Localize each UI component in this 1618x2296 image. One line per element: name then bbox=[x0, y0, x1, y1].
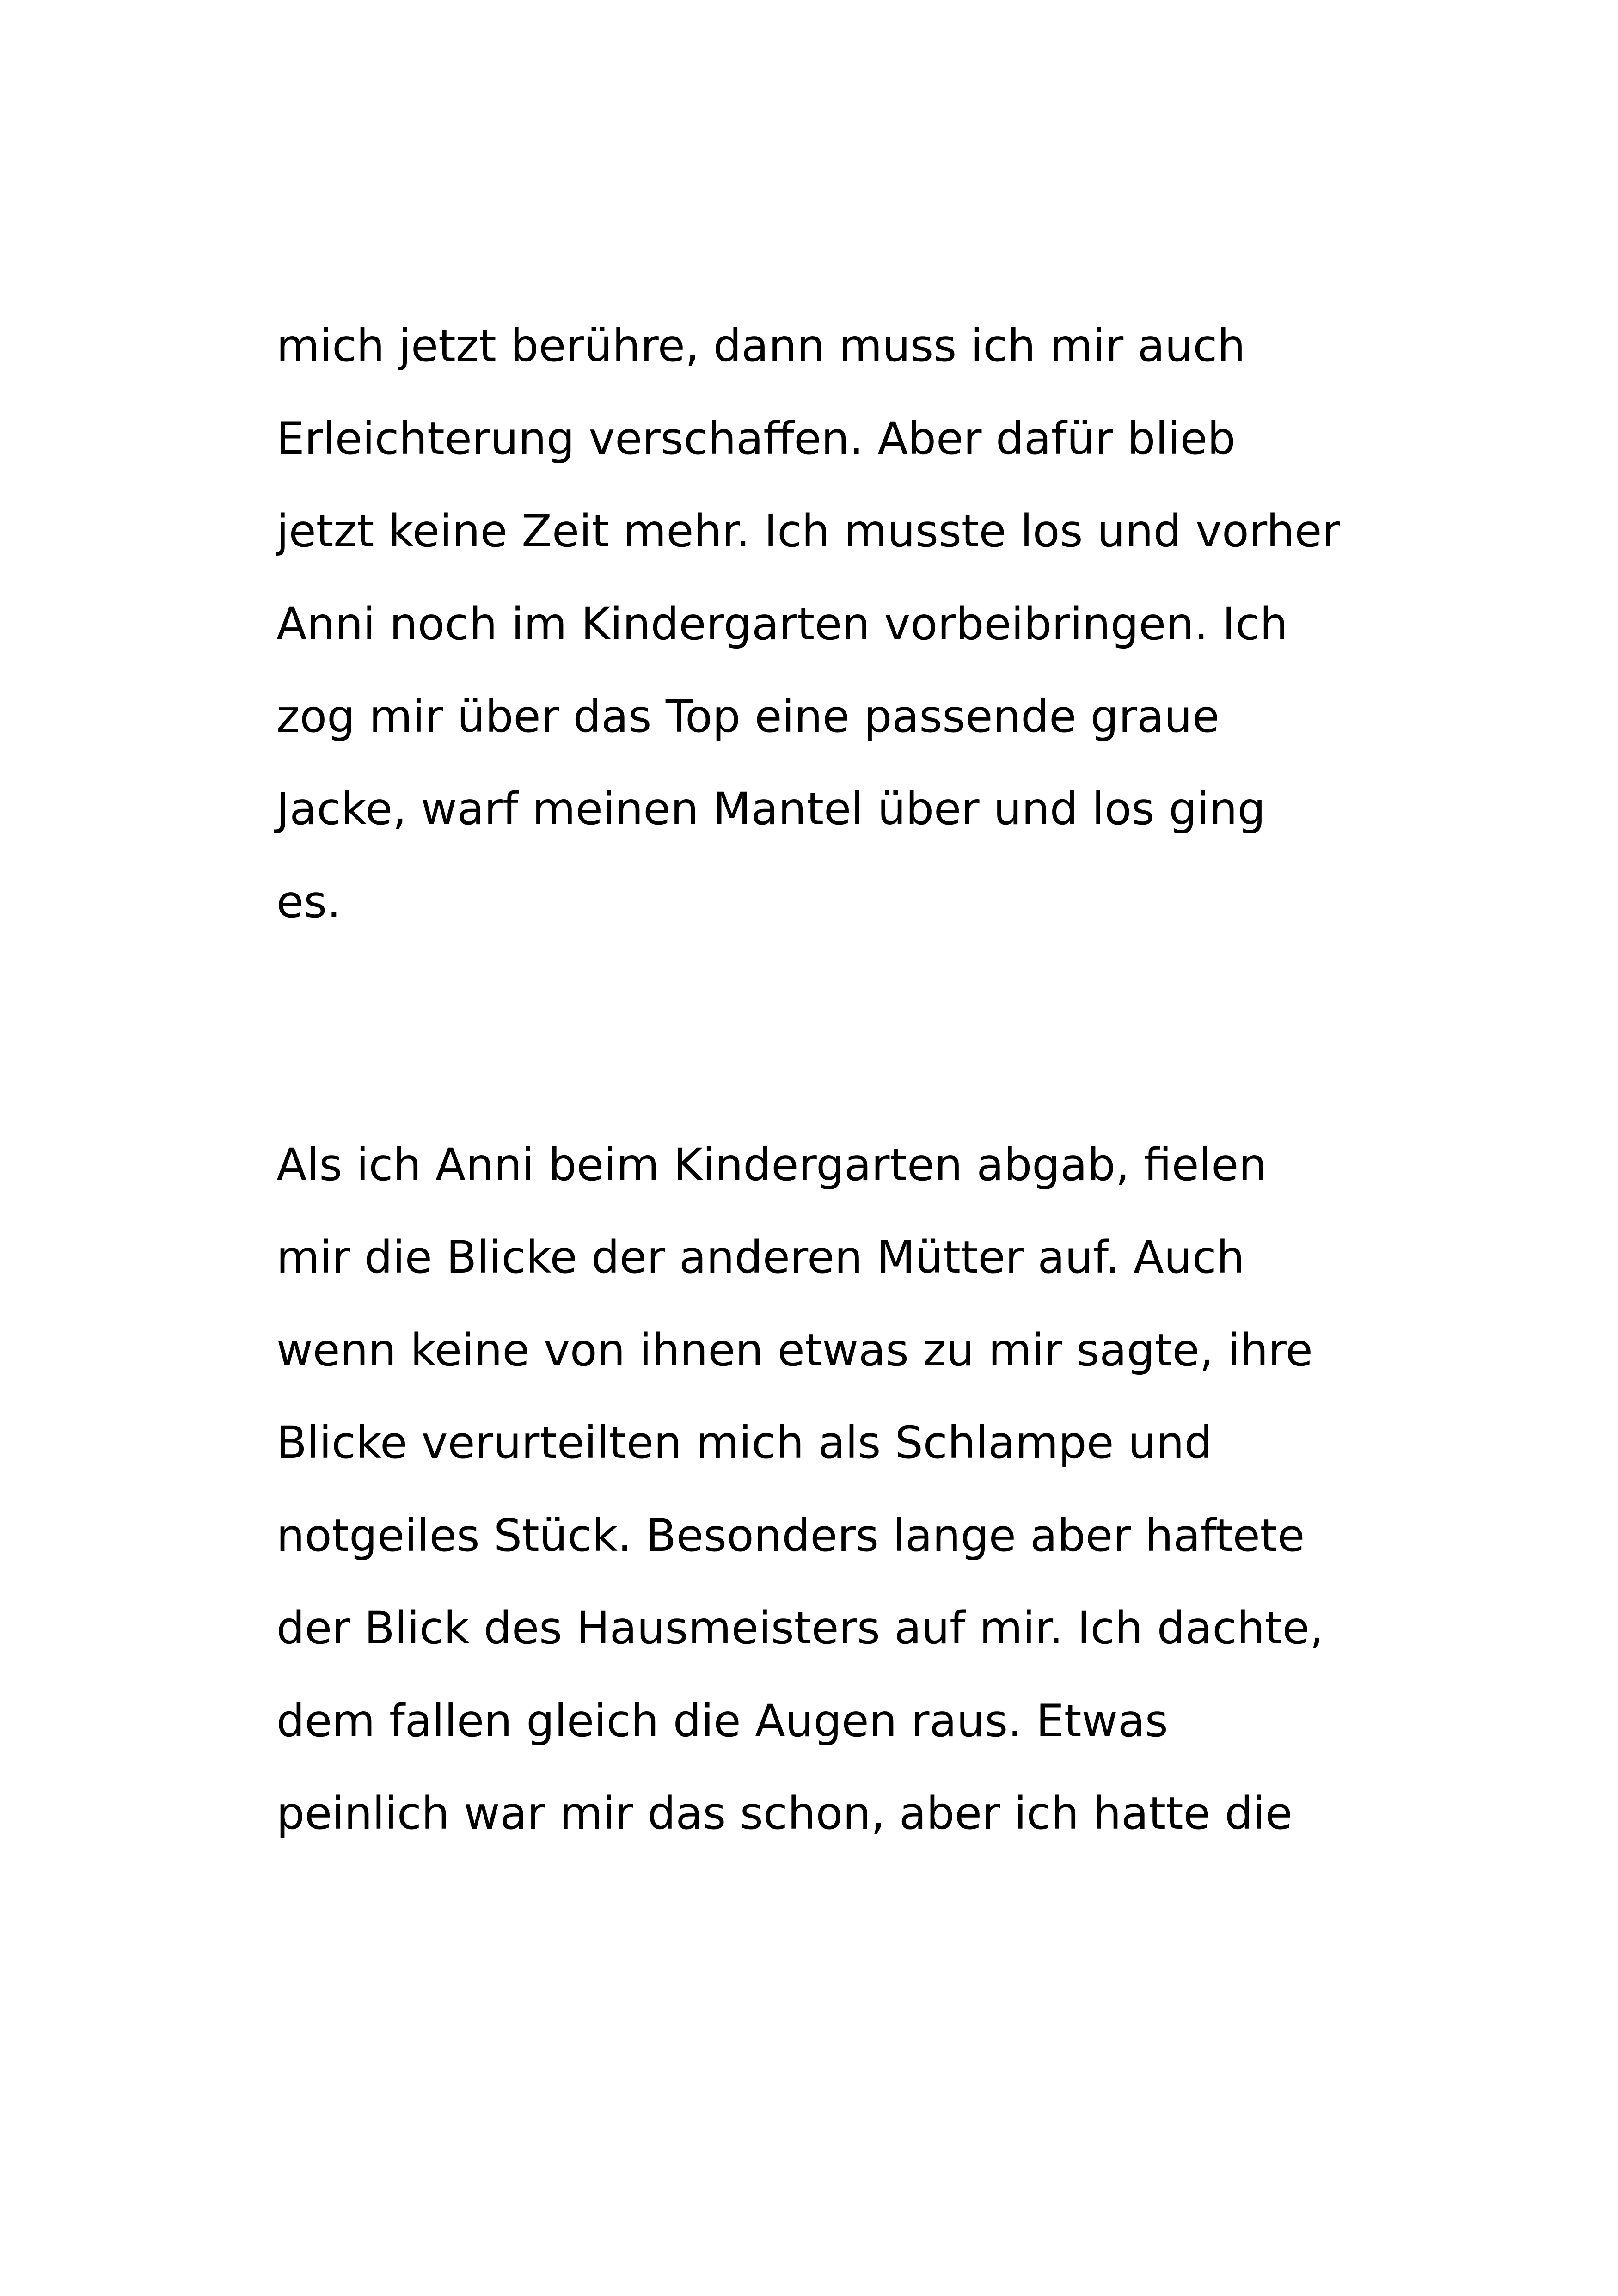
text-line: zog mir über das Top eine passende graue bbox=[276, 691, 1220, 742]
text-line: Als ich Anni beim Kindergarten abgab, fielen bbox=[276, 1139, 1267, 1191]
text-line: jetzt keine Zeit mehr. Ich musste los und vorher bbox=[276, 505, 1340, 557]
text-line: Jacke, warf meinen Mantel über und los ging bbox=[276, 783, 1266, 835]
text-line: notgeiles Stück. Besonders lange aber haftete bbox=[276, 1510, 1305, 1561]
text-line: Erleichterung verschaffen. Aber dafür blieb bbox=[276, 413, 1236, 465]
text-line: mich jetzt berühre, dann muss ich mir auch bbox=[276, 320, 1246, 372]
text-line: peinlich war mir das schon, aber ich hatte die bbox=[276, 1788, 1293, 1839]
text-line: dem fallen gleich die Augen raus. Etwas bbox=[276, 1695, 1168, 1747]
text-line: der Blick des Hausmeisters auf mir. Ich dachte, bbox=[276, 1602, 1324, 1654]
text-line: wenn keine von ihnen etwas zu mir sagte, ihre bbox=[276, 1324, 1313, 1376]
text-line: Anni noch im Kindergarten vorbeibringen. Ich bbox=[276, 598, 1288, 650]
text-line: Blicke verurteilten mich als Schlampe und bbox=[276, 1417, 1213, 1469]
text-line: mir die Blicke der anderen Mütter auf. Auch bbox=[276, 1231, 1245, 1283]
text-line: es. bbox=[276, 876, 341, 928]
